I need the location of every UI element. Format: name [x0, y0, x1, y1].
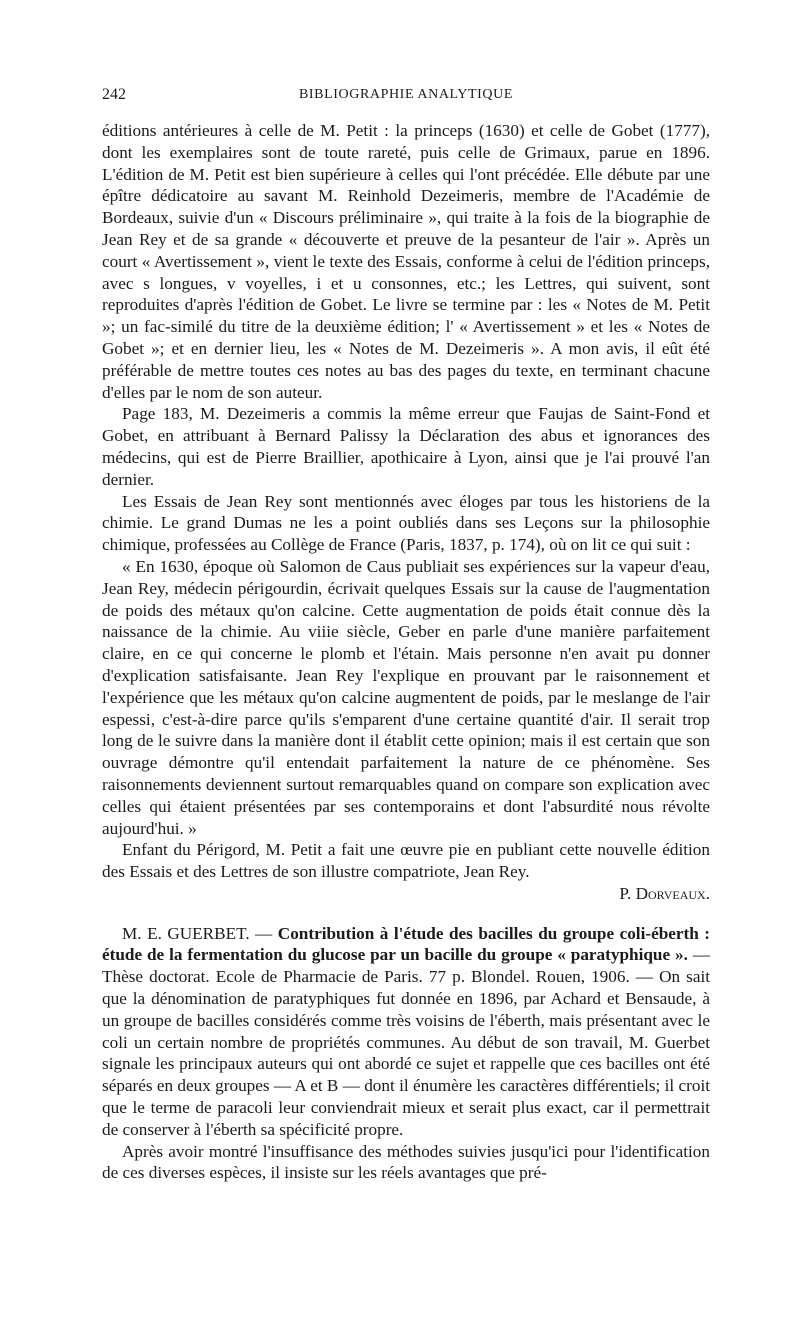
article1-paragraph-2: Page 183, M. Dezeimeris a commis la même erreur que Faujas de Saint-Fond et Gobet, en attribuant à Bernard Palissy la Déclaration des abus et ignorances des médecins, qui est de Pierre Braillier, apothicaire à Lyon, ainsi que je l'ai prouvé l'an dernier.	[102, 404, 710, 489]
article1-quotation: « En 1630, époque où Salomon de Caus publiait ses expériences sur la vapeur d'eau, Jean Rey, médecin périgourdin, écrivait quelques Essais sur la cause de l'augmentation de poids des métaux qu'on calcine. Cette augmentation de poids était connue dès la naissance de la chimie. Au viiie siècle, Geber en parle d'une manière parfaitement claire, en ce qui concerne le plomb et l'étain. Mais personne n'en avait pu donner d'explication satisfaisante. Jean Rey l'explique en prouvant par le raisonnement et l'expérience que les métaux qu'on calcine augmentent de poids, par le meslange de l'air espessi, c'est-à-dire parce qu'ils s'emparent d'une certaine quantité d'air. Il serait trop long de le suivre dans la manière dont il établit cette opinion; mais il est certain que son ouvrage démontre qu'il entendait parfaitement la nature de ce phénomène. Ses raisonnements deviennent surtout remarquables quand on compare son explication avec celles qui étaient présentées par ses contemporains et dont l'absurdité nous révolte aujourd'hui. »	[102, 556, 710, 838]
document-page	[102, 84, 710, 1184]
article1-signature: P. Dorveaux.	[619, 883, 710, 903]
article2-author: M. E. GUERBET.	[122, 923, 250, 943]
article1-paragraph-4: Enfant du Périgord, M. Petit a fait une œuvre pie en publiant cette nouvelle édition des Essais et des Lettres de son illustre compatriote, Jean Rey.	[102, 840, 710, 882]
article2-paragraph-2: Après avoir montré l'insuffisance des méthodes suivies jusqu'ici pour l'identification de ces diverses espèces, il insiste sur les réels avantages que pré-	[102, 1141, 710, 1183]
section-separator	[102, 905, 710, 923]
page-number: 242	[102, 86, 126, 103]
article2-title: Contribution à l'étude des bacilles du groupe coli-éberth : étude de la fermentation du glucose par un bacille du groupe « paratyphique ».	[102, 923, 711, 965]
article1-paragraph-3: Les Essais de Jean Rey sont mentionnés avec éloges par tous les historiens de la chimie. Le grand Dumas ne les a point oubliés dans ses Leçons sur la philosophie chimique, professées au Collège de France (Paris, 1837, p. 174), où on lit ce qui suit :	[102, 491, 710, 555]
article2-details: — Thèse doctorat. Ecole de Pharmacie de Paris. 77 p. Blondel. Rouen, 1906. —	[102, 945, 710, 987]
article2-paragraph-1: On sait que la dénomination de paratyphiques fut donnée en 1896, par Achard et Bensaude, à un groupe de bacilles considérés comme très voisins de l'éberth, mais présentant avec le coli un certain nombre de propriétés communes. Au début de son travail, M. Guerbet signale les principaux auteurs qui ont abordé ce sujet et rappelle que ces bacilles ont été séparés en deux groupes — A et B — dont il énumère les caractères différentiels; il croit que le terme de paracoli leur conviendrait mieux et serait plus exact, car il permettrait de conserver à l'éberth sa spécificité propre.	[102, 967, 710, 1139]
running-title: BIBLIOGRAPHIE ANALYTIQUE	[298, 87, 514, 102]
article2-heading: M. E. GUERBET. — Contribution à l'étude des bacilles du groupe coli-éberth : étude de la fermentation du glucose par un bacille du groupe « paratyphique ». — Thèse doctorat. Ecole de Pharmacie de Paris. 77 p. Blondel. Rouen, 1906. — On sait que la dénomination de paratyphiques fut donnée en 1896, par Achard et Bensaude, à un groupe de bacilles considérés comme très voisins de l'éberth, mais présentant avec le coli un certain nombre de propriétés communes. Au début de son travail, M. Guerbet signale les principaux auteurs qui ont abordé ce sujet et rappelle que ces bacilles ont été séparés en deux groupes — A et B — dont il énumère les caractères différentiels; il croit que le terme de paracoli leur conviendrait mieux et serait plus exact, car il permettrait de conserver à l'éberth sa spécificité propre.	[102, 923, 711, 1139]
article1-paragraph-1: éditions antérieures à celle de M. Petit : la princeps (1630) et celle de Gobet (1777), dont les exemplaires sont de toute rareté, puis celle de Grimaux, parue en 1896. L'édition de M. Petit est bien supérieure à celles qui l'ont précédée. Elle débute par une épître dédicatoire au savant M. Reinhold Dezeimeris, membre de l'Académie de Bordeaux, suivie d'un « Discours préliminaire », qui traite à la fois de la biographie de Jean Rey et de sa grande « découverte et preuve de la pesanteur de l'air ». Après un court « Avertissement », vient le texte des Essais, conforme à celui de l'édition princeps, avec s longues, v voyelles, i et u consonnes, etc.; les Lettres, qui suivent, sont reproduites d'après l'édition de Gobet. Le livre se termine par : les « Notes de M. Petit »; un fac-similé du titre de la deuxième édition; l' « Avertissement » et les « Notes de Gobet »; et en dernier lieu, les « Notes de M. Dezeimeris ». A mon avis, il eût été préférable de mettre toutes ces notes au bas des pages du texte, en terminant chacune d'elles par le nom de son auteur.	[102, 121, 710, 402]
page-header	[102, 84, 710, 106]
